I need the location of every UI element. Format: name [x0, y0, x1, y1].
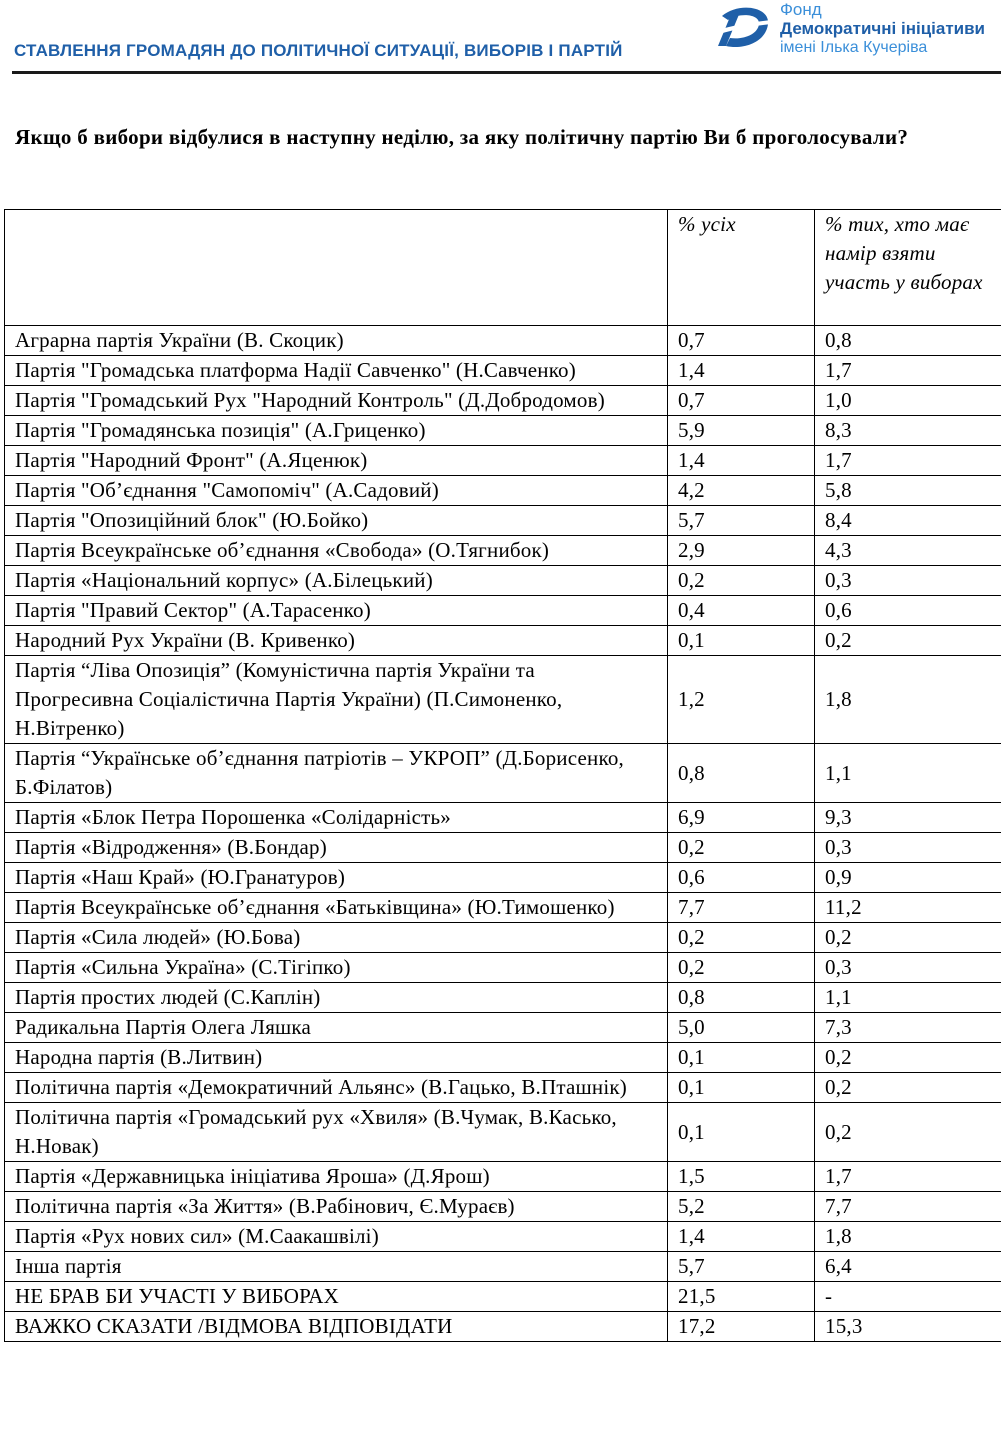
party-cell: Партія «Сила людей» (Ю.Бова)	[5, 923, 668, 953]
header-cell-party	[5, 210, 668, 326]
percent-all-cell: 0,2	[668, 923, 815, 953]
table-row	[5, 1192, 1001, 1222]
percent-all-cell: 21,5	[668, 1282, 815, 1312]
percent-voters-cell: 7,3	[815, 1013, 1001, 1043]
header-cell-voters: % тих, хто має намір взяти участь у виборах	[815, 210, 1001, 326]
table-row	[5, 1103, 1001, 1162]
table-row	[5, 983, 1001, 1013]
percent-all-cell: 4,2	[668, 476, 815, 506]
table-row	[5, 744, 1001, 803]
party-cell: Партія простих людей (С.Каплін)	[5, 983, 668, 1013]
percent-all-cell: 0,6	[668, 863, 815, 893]
percent-all-cell: 1,2	[668, 656, 815, 744]
table-row	[5, 833, 1001, 863]
percent-voters-cell: 0,2	[815, 1073, 1001, 1103]
percent-all-cell: 6,9	[668, 803, 815, 833]
percent-all-cell: 5,0	[668, 1013, 815, 1043]
percent-all-cell: 1,4	[668, 446, 815, 476]
percent-voters-cell: 1,0	[815, 386, 1001, 416]
percent-voters-cell: 5,8	[815, 476, 1001, 506]
foundation-logo-text	[780, 0, 985, 57]
percent-all-cell: 0,1	[668, 626, 815, 656]
party-cell: Партія “Українське об’єднання патріотів – УКРОП” (Д.Борисенко, Б.Філатов)	[5, 744, 668, 803]
percent-voters-cell: 0,3	[815, 566, 1001, 596]
party-cell: Партія «Державницька ініціатива Яроша» (Д.Ярош)	[5, 1162, 668, 1192]
percent-voters-cell: 0,3	[815, 833, 1001, 863]
percent-voters-cell: 7,7	[815, 1192, 1001, 1222]
party-cell: Радикальна Партія Олега Ляшка	[5, 1013, 668, 1043]
party-cell: Партія "Народний Фронт" (А.Яценюк)	[5, 446, 668, 476]
party-cell: Партія «Блок Петра Порошенка «Солідарність»	[5, 803, 668, 833]
party-cell: Партія "Громадська платформа Надії Савченко" (Н.Савченко)	[5, 356, 668, 386]
percent-voters-cell: 1,1	[815, 983, 1001, 1013]
percent-voters-cell: 0,2	[815, 923, 1001, 953]
logo-line-2: Демократичні ініціативи	[780, 19, 986, 38]
header-divider	[12, 71, 1001, 74]
percent-voters-cell: 1,8	[815, 1222, 1001, 1252]
table-row	[5, 923, 1001, 953]
party-cell: Політична партія «Громадський рух «Хвиля» (В.Чумак, В.Касько, Н.Новак)	[5, 1103, 668, 1162]
percent-voters-cell: 1,8	[815, 656, 1001, 744]
percent-voters-cell: 0,2	[815, 1103, 1001, 1162]
table-row	[5, 356, 1001, 386]
percent-voters-cell: 1,1	[815, 744, 1001, 803]
table-row	[5, 1222, 1001, 1252]
party-cell: Партія "Правий Сектор" (А.Тарасенко)	[5, 596, 668, 626]
percent-all-cell: 0,1	[668, 1103, 815, 1162]
percent-voters-cell: 11,2	[815, 893, 1001, 923]
foundation-logo-icon	[708, 2, 774, 54]
percent-all-cell: 0,1	[668, 1073, 815, 1103]
party-cell: НЕ БРАВ БИ УЧАСТІ У ВИБОРАХ	[5, 1282, 668, 1312]
logo-line-3: імені Ілька Кучеріва	[780, 39, 928, 56]
percent-all-cell: 5,9	[668, 416, 815, 446]
party-cell: Партія "Громадянська позиція" (А.Гриценко)	[5, 416, 668, 446]
percent-voters-cell: 1,7	[815, 1162, 1001, 1192]
percent-voters-cell: 8,4	[815, 506, 1001, 536]
percent-all-cell: 0,1	[668, 1043, 815, 1073]
table-row	[5, 506, 1001, 536]
party-cell: Партія Всеукраїнське об’єднання «Батьківщина» (Ю.Тимошенко)	[5, 893, 668, 923]
percent-all-cell: 0,7	[668, 326, 815, 356]
party-cell: Партія Всеукраїнське об’єднання «Свобода» (О.Тягнибок)	[5, 536, 668, 566]
survey-question: Якщо б вибори відбулися в наступну неділю, за яку політичну партію Ви б проголосували?	[15, 125, 909, 149]
page-header	[0, 0, 1001, 80]
percent-all-cell: 0,2	[668, 953, 815, 983]
percent-voters-cell: 6,4	[815, 1252, 1001, 1282]
party-cell: Партія «Рух нових сил» (М.Саакашвілі)	[5, 1222, 668, 1252]
percent-all-cell: 5,2	[668, 1192, 815, 1222]
percent-all-cell: 5,7	[668, 1252, 815, 1282]
table-row	[5, 1162, 1001, 1192]
party-cell: ВАЖКО СКАЗАТИ /ВІДМОВА ВІДПОВІДАТИ	[5, 1312, 668, 1342]
party-cell: Партія «Сильна Україна» (С.Тігіпко)	[5, 953, 668, 983]
header-title: СТАВЛЕННЯ ГРОМАДЯН ДО ПОЛІТИЧНОЇ СИТУАЦІЇ, ВИБОРІВ І ПАРТІЙ	[14, 41, 623, 60]
percent-all-cell: 0,7	[668, 386, 815, 416]
table-row	[5, 416, 1001, 446]
party-cell: Партія «Національний корпус» (А.Білецький)	[5, 566, 668, 596]
party-cell: Партія "Громадський Рух "Народний Контроль" (Д.Добродомов)	[5, 386, 668, 416]
percent-all-cell: 7,7	[668, 893, 815, 923]
table-row	[5, 1043, 1001, 1073]
table-header-row	[5, 210, 1001, 326]
percent-voters-cell: 1,7	[815, 446, 1001, 476]
party-cell: Політична партія «За Життя» (В.Рабінович, Є.Мураєв)	[5, 1192, 668, 1222]
table-row	[5, 1073, 1001, 1103]
percent-voters-cell: 9,3	[815, 803, 1001, 833]
percent-voters-cell: 0,6	[815, 596, 1001, 626]
table-row	[5, 1312, 1001, 1342]
percent-all-cell: 0,2	[668, 833, 815, 863]
table-row	[5, 1013, 1001, 1043]
party-cell: Партія “Ліва Опозиція” (Комуністична партія України та Прогресивна Соціалістична Партія України) (П.Симоненко, Н.Вітренко)	[5, 656, 668, 744]
table-row	[5, 476, 1001, 506]
party-cell: Партія "Опозиційний блок" (Ю.Бойко)	[5, 506, 668, 536]
percent-voters-cell: 0,2	[815, 626, 1001, 656]
party-cell: Народна партія (В.Литвин)	[5, 1043, 668, 1073]
table-row	[5, 656, 1001, 744]
party-cell: Аграрна партія України (В. Скоцик)	[5, 326, 668, 356]
percent-all-cell: 1,4	[668, 356, 815, 386]
header-cell-all: % усіх	[668, 210, 815, 326]
table-row	[5, 863, 1001, 893]
percent-voters-cell: 15,3	[815, 1312, 1001, 1342]
percent-all-cell: 0,8	[668, 744, 815, 803]
party-cell: Народний Рух України (В. Кривенко)	[5, 626, 668, 656]
party-cell: Партія "Об’єднання "Самопоміч" (А.Садовий)	[5, 476, 668, 506]
table-row	[5, 386, 1001, 416]
table-row	[5, 566, 1001, 596]
table-row	[5, 893, 1001, 923]
percent-all-cell: 2,9	[668, 536, 815, 566]
table-row	[5, 1282, 1001, 1312]
percent-all-cell: 0,8	[668, 983, 815, 1013]
percent-voters-cell: 0,3	[815, 953, 1001, 983]
percent-all-cell: 0,2	[668, 566, 815, 596]
percent-voters-cell: 4,3	[815, 536, 1001, 566]
table-row	[5, 626, 1001, 656]
table-row	[5, 1252, 1001, 1282]
results-table	[4, 209, 1001, 1342]
party-cell: Партія «Відродження» (В.Бондар)	[5, 833, 668, 863]
percent-voters-cell: 0,2	[815, 1043, 1001, 1073]
percent-all-cell: 1,4	[668, 1222, 815, 1252]
percent-voters-cell: 0,9	[815, 863, 1001, 893]
party-cell: Інша партія	[5, 1252, 668, 1282]
table-row	[5, 803, 1001, 833]
percent-voters-cell: 8,3	[815, 416, 1001, 446]
percent-voters-cell: 0,8	[815, 326, 1001, 356]
table-row	[5, 326, 1001, 356]
percent-all-cell: 1,5	[668, 1162, 815, 1192]
logo-line-1: Фонд	[780, 0, 822, 19]
percent-voters-cell: 1,7	[815, 356, 1001, 386]
table-row	[5, 953, 1001, 983]
party-cell: Політична партія «Демократичний Альянс» (В.Гацько, В.Пташнік)	[5, 1073, 668, 1103]
percent-voters-cell: -	[815, 1282, 1001, 1312]
percent-all-cell: 0,4	[668, 596, 815, 626]
table-row	[5, 446, 1001, 476]
party-cell: Партія «Наш Край» (Ю.Гранатуров)	[5, 863, 668, 893]
table-row	[5, 536, 1001, 566]
percent-all-cell: 5,7	[668, 506, 815, 536]
table-row	[5, 596, 1001, 626]
percent-all-cell: 17,2	[668, 1312, 815, 1342]
